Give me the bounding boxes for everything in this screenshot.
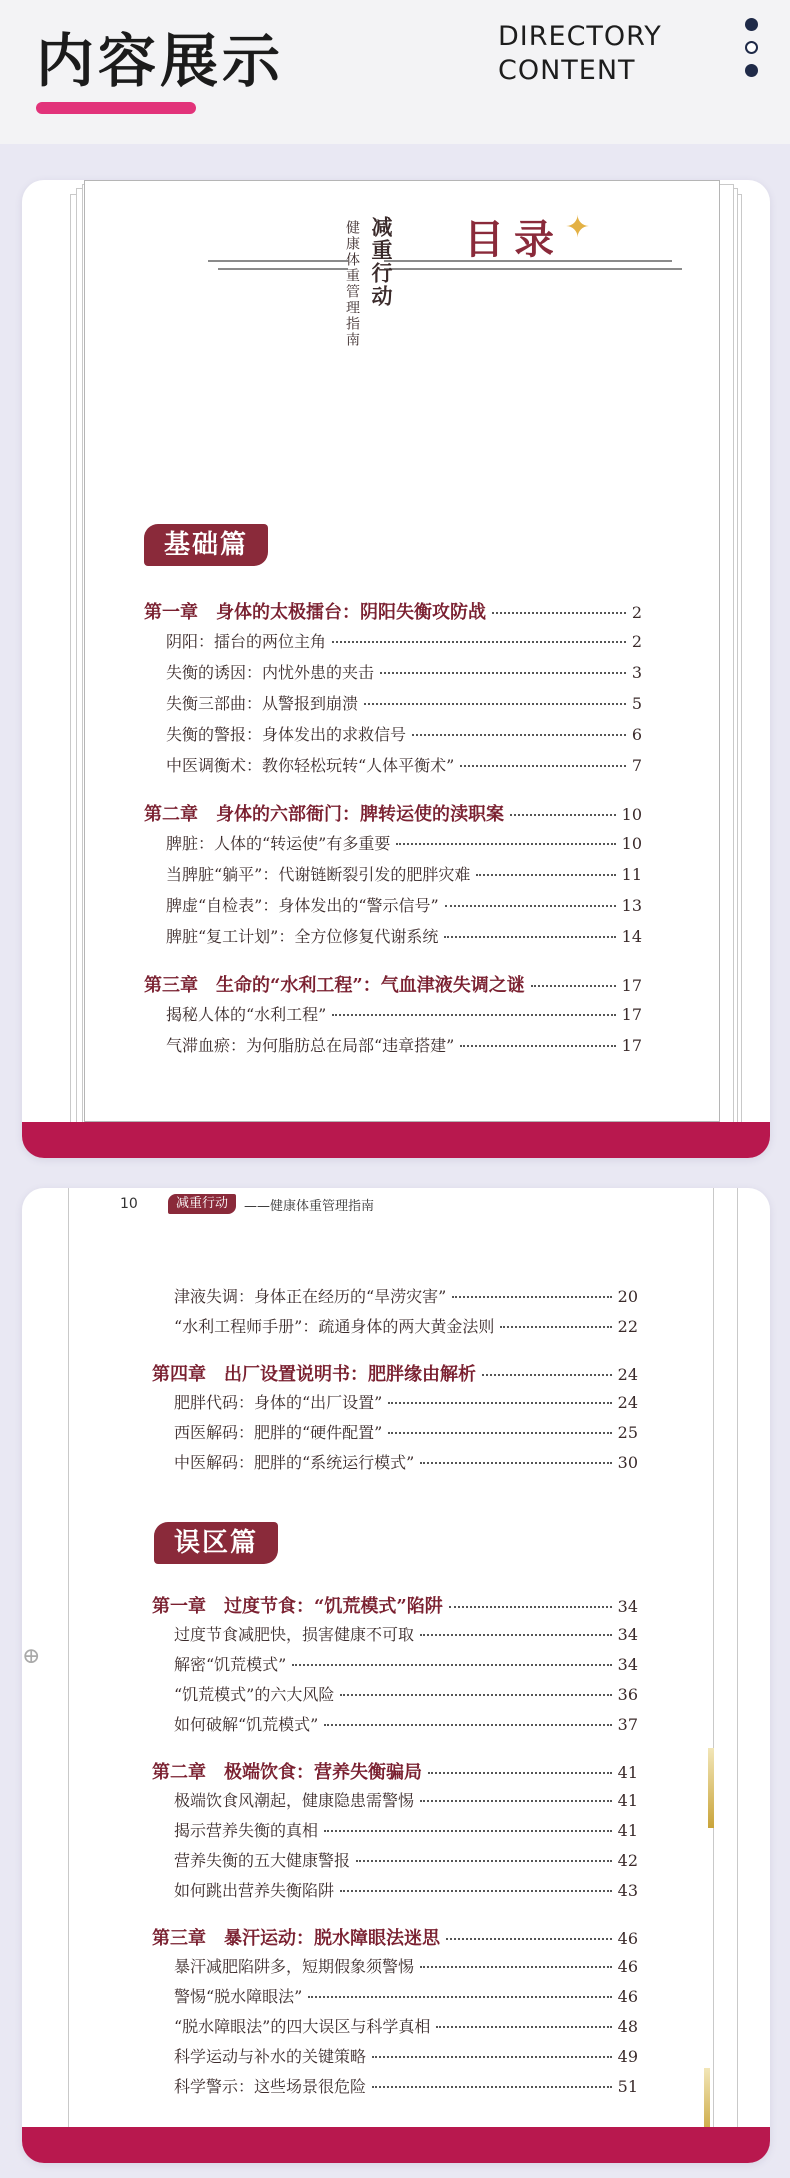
toc-item-row <box>166 691 642 714</box>
english-title-line1: DIRECTORY <box>498 21 662 52</box>
dot-icon <box>745 41 758 54</box>
section-badge: 误区篇 <box>154 1522 278 1564</box>
crop-mark-icon: ⊕ <box>22 1644 41 1669</box>
dot-leader <box>510 814 616 816</box>
page-number: 2 <box>631 603 642 622</box>
page-number: 6 <box>631 725 642 744</box>
page-number: 13 <box>621 896 642 915</box>
dot-leader <box>332 641 626 643</box>
section-title: 揭秘人体的“水利工程” <box>166 1005 327 1024</box>
toc-item-row <box>174 2044 638 2067</box>
toc-chapter-row <box>144 598 642 624</box>
directory-page-2 <box>22 1188 770 2163</box>
dot-leader <box>388 1432 611 1434</box>
page-number: 17 <box>621 976 642 995</box>
dot-leader <box>500 1326 611 1328</box>
page-number: 46 <box>617 1929 638 1948</box>
section-title: 科学运动与补水的关键策略 <box>174 2047 367 2066</box>
chapter-title: 第二章 身体的六部衙门：脾转运使的渎职案 <box>144 804 504 825</box>
section-title: 揭示营养失衡的真相 <box>174 1821 319 1840</box>
section-title: “水利工程师手册”：疏通身体的两大黄金法则 <box>174 1317 495 1336</box>
dot-leader <box>396 843 615 845</box>
page-number: 41 <box>617 1791 638 1810</box>
section-title: 西医解码：肥胖的“硬件配置” <box>174 1423 383 1442</box>
gold-page-edge <box>708 1748 714 1828</box>
card-bottom-band <box>22 1122 770 1158</box>
section-title: 如何跳出营养失衡陷阱 <box>174 1881 335 1900</box>
toc-item-row <box>174 1652 638 1675</box>
toc-item-row <box>166 722 642 745</box>
toc-item-row <box>174 1878 638 1901</box>
toc-item-row <box>166 1033 642 1056</box>
section-title: “饥荒模式”的六大风险 <box>174 1685 335 1704</box>
dot-leader <box>340 1890 612 1892</box>
dot-leader <box>436 2026 611 2028</box>
toc-item-row <box>174 1848 638 1871</box>
dot-leader <box>356 1860 612 1862</box>
toc-item-row <box>166 629 642 652</box>
toc-item-row <box>174 1420 638 1443</box>
running-header-subtitle: ——健康体重管理指南 <box>244 1199 375 1214</box>
toc-item-row <box>166 862 642 885</box>
dot-leader <box>420 1800 612 1802</box>
title-underline <box>36 102 196 114</box>
toc-chapter-row <box>152 1360 638 1386</box>
toc-item-row <box>174 2074 638 2097</box>
toc-item-row <box>166 831 642 854</box>
dot-leader <box>460 765 625 767</box>
toc-item-row <box>174 1788 638 1811</box>
toc-item-row <box>174 1954 638 1977</box>
section-title: 失衡三部曲：从警报到崩溃 <box>166 694 359 713</box>
title-rule <box>218 268 348 270</box>
section-title: 中医解码：肥胖的“系统运行模式” <box>174 1453 415 1472</box>
page-number: 5 <box>631 694 642 713</box>
directory-heading: 目录 <box>464 216 564 263</box>
page-number: 11 <box>621 865 642 884</box>
dot-leader <box>412 734 626 736</box>
dot-leader <box>531 985 616 987</box>
toc-item-row <box>174 1390 638 1413</box>
section-title: “脱水障眼法”的四大误区与科学真相 <box>174 2017 431 2036</box>
section-title: 津液失调：身体正在经历的“旱涝灾害” <box>174 1287 447 1306</box>
section-title: 中医调衡术：教你轻松玩转“人体平衡术” <box>166 756 455 775</box>
page-number: 34 <box>617 1655 638 1674</box>
section-title: 脾脏：人体的“转运使”有多重要 <box>166 834 391 853</box>
book-title: 减重行动 <box>369 216 394 308</box>
section-title: 暴汗减肥陷阱多，短期假象须警惕 <box>174 1957 415 1976</box>
page-number: 41 <box>617 1763 638 1782</box>
section-title: 脾脏“复工计划”：全方位修复代谢系统 <box>166 927 439 946</box>
dot-leader <box>444 936 615 938</box>
title-rule <box>384 268 682 270</box>
page-number: 48 <box>617 2017 638 2036</box>
toc-item-row <box>166 924 642 947</box>
page-number: 17 <box>621 1036 642 1055</box>
toc-item-row <box>174 1984 638 2007</box>
dot-leader <box>452 1296 611 1298</box>
dot-leader <box>446 1938 612 1940</box>
page-number: 14 <box>621 927 642 946</box>
dot-leader <box>449 1606 612 1608</box>
page-number: 24 <box>617 1393 638 1412</box>
page-number: 25 <box>617 1423 638 1442</box>
page-number: 24 <box>617 1365 638 1384</box>
chapter-title: 第一章 过度节食：“饥荒模式”陷阱 <box>152 1596 443 1617</box>
dot-leader <box>324 1724 611 1726</box>
toc-item-row <box>174 2014 638 2037</box>
chapter-title: 第一章 身体的太极擂台：阴阳失衡攻防战 <box>144 602 486 623</box>
chapter-title: 第二章 极端饮食：营养失衡骗局 <box>152 1762 422 1783</box>
page-number: 51 <box>617 2077 638 2096</box>
section-title: 失衡的诱因：内忧外患的夹击 <box>166 663 375 682</box>
section-title: 当脾脏“躺平”：代谢链断裂引发的肥胖灾难 <box>166 865 471 884</box>
dot-leader <box>420 1966 612 1968</box>
section-title: 如何破解“饥荒模式” <box>174 1715 319 1734</box>
dot-leader <box>372 2086 612 2088</box>
page-number: 10 <box>621 805 642 824</box>
toc-item-row <box>174 1284 638 1307</box>
page-number: 46 <box>617 1987 638 2006</box>
chapter-title: 第四章 出厂设置说明书：肥胖缘由解析 <box>152 1364 476 1385</box>
page-number: 42 <box>617 1851 638 1870</box>
page-number: 10 <box>120 1196 138 1212</box>
toc-item-row <box>174 1314 638 1337</box>
page-number: 10 <box>621 834 642 853</box>
section-title: 科学警示：这些场景很危险 <box>174 2077 367 2096</box>
toc-item-row <box>174 1682 638 1705</box>
section-title: 极端饮食风潮起，健康隐患需警惕 <box>174 1791 415 1810</box>
toc-chapter-row <box>144 971 642 997</box>
dot-leader <box>380 672 626 674</box>
toc-item-row <box>166 893 642 916</box>
chapter-title: 第三章 暴汗运动：脱水障眼法迷思 <box>152 1928 440 1949</box>
section-title: 气滞血瘀：为何脂肪总在局部“违章搭建” <box>166 1036 455 1055</box>
dot-leader <box>292 1664 611 1666</box>
dot-leader <box>476 874 615 876</box>
dot-icon <box>745 18 758 31</box>
dot-leader <box>308 1996 611 1998</box>
section-title: 肥胖代码：身体的“出厂设置” <box>174 1393 383 1412</box>
page-number: 22 <box>617 1317 638 1336</box>
card-bottom-band <box>22 2127 770 2163</box>
section-badge: 基础篇 <box>144 524 268 566</box>
page-number: 46 <box>617 1957 638 1976</box>
toc-item-row <box>174 1712 638 1735</box>
page-number: 3 <box>631 663 642 682</box>
dot-leader <box>340 1694 611 1696</box>
page-title: 内容展示 <box>36 27 285 95</box>
page-number: 37 <box>617 1715 638 1734</box>
page-header <box>0 0 790 144</box>
section-title: 解密“饥荒模式” <box>174 1655 287 1674</box>
page-number: 49 <box>617 2047 638 2066</box>
dot-leader <box>372 2056 612 2058</box>
book-subtitle: 健康体重管理指南 <box>344 220 360 348</box>
toc-item-row <box>166 1002 642 1025</box>
pagination-dots <box>745 18 759 87</box>
toc-item-row <box>174 1818 638 1841</box>
dot-leader <box>420 1462 611 1464</box>
running-header-tag: 减重行动 <box>168 1194 236 1214</box>
dot-leader <box>324 1830 612 1832</box>
page-number: 2 <box>631 632 642 651</box>
toc-item-row <box>166 660 642 683</box>
section-title: 脾虚“自检表”：身体发出的“警示信号” <box>166 896 439 915</box>
page-number: 43 <box>617 1881 638 1900</box>
title-rule <box>208 260 348 262</box>
section-title: 阴阳：擂台的两位主角 <box>166 632 327 651</box>
section-title: 警惕“脱水障眼法” <box>174 1987 303 2006</box>
dot-leader <box>460 1045 615 1047</box>
toc-item-row <box>166 753 642 776</box>
page-number: 20 <box>617 1287 638 1306</box>
section-title: 失衡的警报：身体发出的求救信号 <box>166 725 407 744</box>
english-title <box>498 20 662 88</box>
dot-leader <box>445 905 616 907</box>
dot-leader <box>482 1374 612 1376</box>
dot-leader <box>388 1402 611 1404</box>
dot-leader <box>364 703 626 705</box>
chapter-title: 第三章 生命的“水利工程”：气血津液失调之谜 <box>144 975 525 996</box>
page-number: 7 <box>631 756 642 775</box>
page-number: 41 <box>617 1821 638 1840</box>
toc-item-row <box>174 1622 638 1645</box>
toc-chapter-row <box>152 1592 638 1618</box>
page-number: 17 <box>621 1005 642 1024</box>
toc-chapter-row <box>152 1758 638 1784</box>
dot-leader <box>492 612 626 614</box>
toc-chapter-row <box>152 1924 638 1950</box>
section-title: 过度节食减肥快，损害健康不可取 <box>174 1625 415 1644</box>
page-number: 34 <box>617 1625 638 1644</box>
section-title: 营养失衡的五大健康警报 <box>174 1851 351 1870</box>
page-number: 36 <box>617 1685 638 1704</box>
dot-icon <box>745 64 758 77</box>
toc-item-row <box>174 1450 638 1473</box>
page-number: 34 <box>617 1597 638 1616</box>
directory-page-1 <box>22 180 770 1158</box>
toc-chapter-row <box>144 800 642 826</box>
english-title-line2: CONTENT <box>498 55 636 86</box>
dot-leader <box>420 1634 612 1636</box>
sparkle-icon: ✦ <box>565 210 591 245</box>
dot-leader <box>332 1014 615 1016</box>
dot-leader <box>428 1772 612 1774</box>
page-number: 30 <box>617 1453 638 1472</box>
